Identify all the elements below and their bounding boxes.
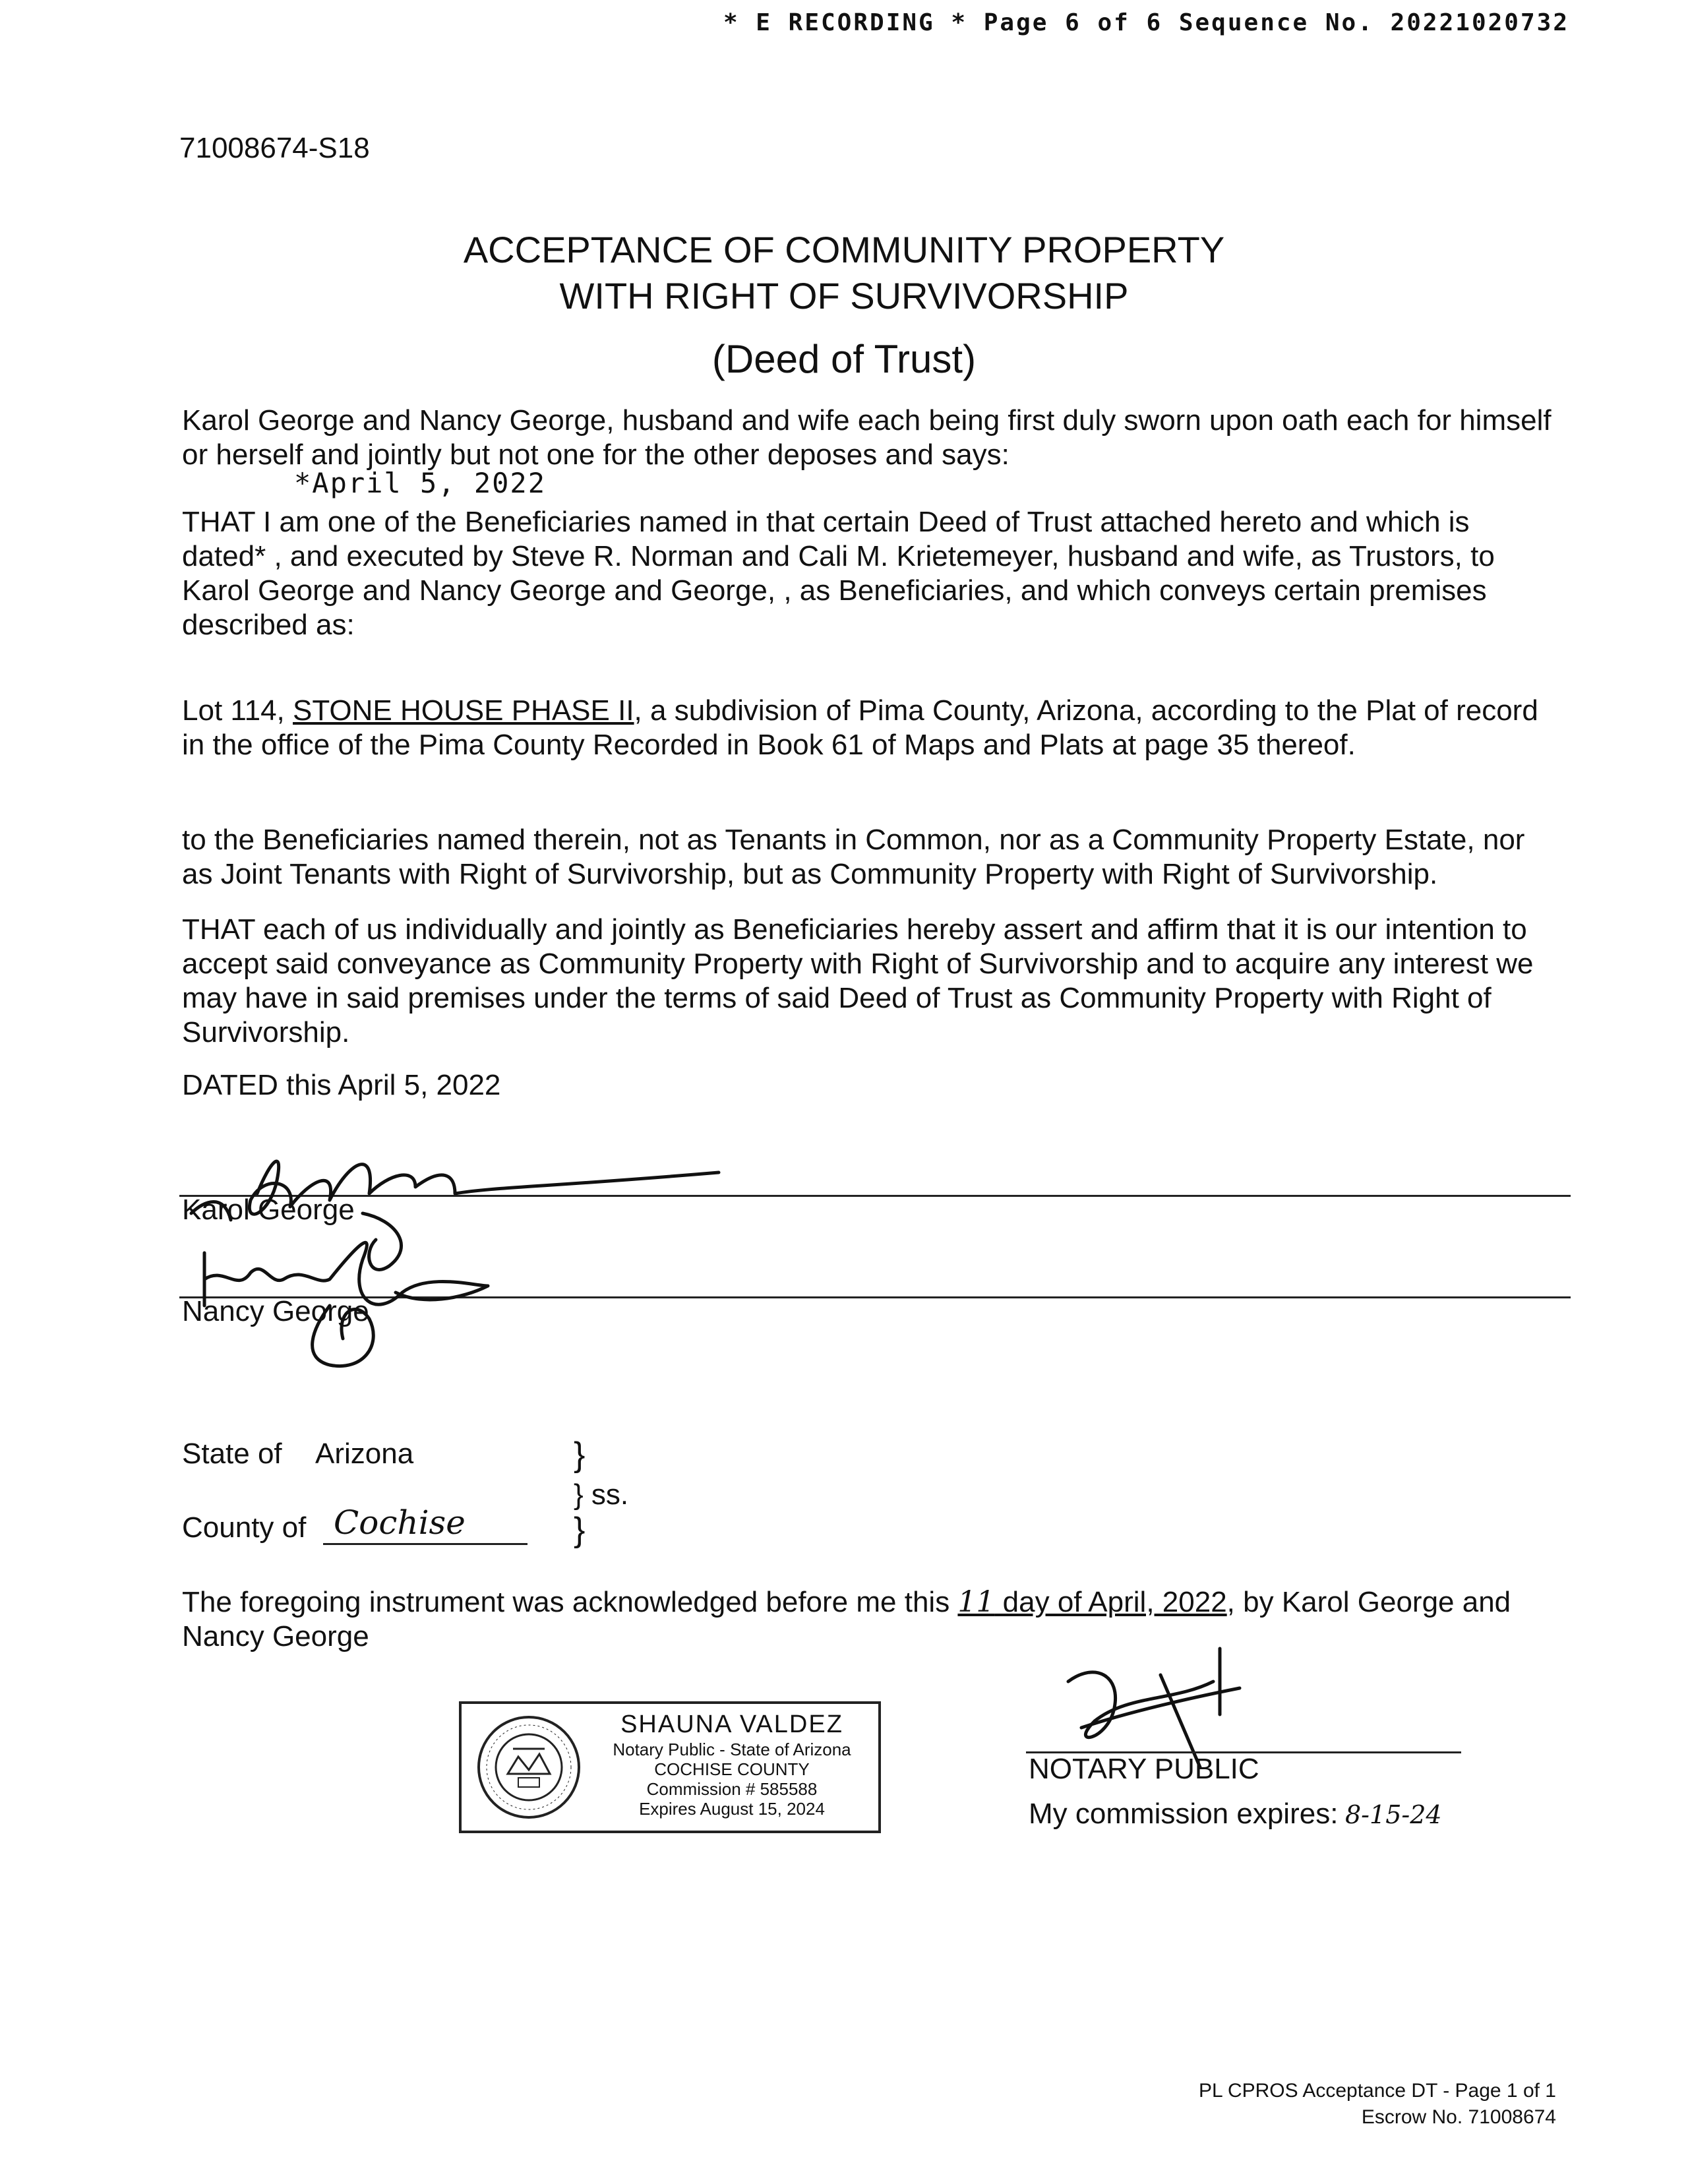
notary-public-label: NOTARY PUBLIC <box>1029 1753 1259 1785</box>
ack-after: , by Karol George and Nancy George <box>182 1586 1511 1653</box>
notary-stamp-line-3: Commission # 585588 <box>646 1779 818 1799</box>
typed-date-insert: *April 5, 2022 <box>294 467 547 499</box>
brace-1: } <box>574 1436 586 1474</box>
legal-suffix: , a subdivision of Pima County, Arizona, according to the Plat of record in the office of the Pima County Recorded in Book 61 of Maps and Plats at page 35 thereof. <box>182 694 1538 761</box>
acknowledgment-text <box>182 1585 1553 1654</box>
file-number: 71008674-S18 <box>179 132 370 164</box>
commission-expires-value: 8-15-24 <box>1345 1800 1442 1829</box>
tenancy-paragraph: to the Beneficiaries named therein, not as Tenants in Common, nor as a Community Property Estate, nor as Joint Tenants with Right of Survivorship, but as Community Property with Right of Survivorship. <box>182 824 1525 890</box>
notary-stamp-line-4: Expires August 15, 2024 <box>639 1799 825 1819</box>
dated-line: DATED this April 5, 2022 <box>182 1069 501 1101</box>
notary-stamp-name: SHAUNA VALDEZ <box>620 1711 843 1738</box>
legal-description <box>182 694 1553 762</box>
state-seal-icon <box>475 1713 583 1821</box>
brace-3: } <box>574 1511 586 1549</box>
commission-expires-label: My commission expires: <box>1029 1798 1339 1830</box>
legal-prefix: Lot 114, <box>182 694 293 727</box>
ss-marker: } ss. <box>574 1478 629 1511</box>
notary-stamp-text <box>587 1709 877 1819</box>
handwritten-signatures <box>178 1121 771 1398</box>
footer-form-line: PL CPROS Acceptance DT - Page 1 of 1 <box>1199 2080 1556 2102</box>
document-title-line-2: WITH RIGHT OF SURVIVORSHIP <box>559 275 1129 317</box>
subdivision-name: STONE HOUSE PHASE II <box>293 694 634 727</box>
document-title-line-1: ACCEPTANCE OF COMMUNITY PROPERTY <box>463 229 1225 270</box>
county-label: County of <box>182 1511 307 1544</box>
county-underline <box>323 1543 528 1545</box>
state-value: Arizona <box>315 1438 414 1470</box>
county-value: Cochise <box>334 1503 466 1542</box>
beneficiaries-paragraph: THAT I am one of the Beneficiaries named in that certain Deed of Trust attached hereto and which is dated* , and executed by Steve R. Norman and Cali M. Krietemeyer, husband and wife, as Trustors, to Karol George and Nancy George and George, , as Beneficiaries, and which conveys certain premises described as: <box>182 506 1495 641</box>
signer-2-label: Nancy George <box>182 1295 369 1327</box>
ack-day: 11 <box>957 1585 995 1619</box>
signer-1-label: Karol George <box>182 1194 355 1226</box>
intent-paragraph: THAT each of us individually and jointly as Beneficiaries hereby assert and affirm that it is our intention to accept said conveyance as Community Property with Right of Survivorship and to acquire any interest we may have in said premises under the terms of said Deed of Trust as Community Property with Right of Survivorship. <box>182 913 1534 1048</box>
state-label: State of <box>182 1438 282 1470</box>
notary-stamp-line-2: COCHISE COUNTY <box>654 1759 810 1779</box>
document-subtitle: (Deed of Trust) <box>711 337 977 381</box>
footer-escrow-line: Escrow No. 71008674 <box>1361 2106 1556 2128</box>
notary-stamp-line-1: Notary Public - State of Arizona <box>613 1740 851 1759</box>
notary-stamp <box>459 1701 881 1833</box>
intro-paragraph: Karol George and Nancy George, husband and wife each being first duly sworn upon oath each for himself or herself and jointly but not one for the other deposes and says: <box>182 404 1552 471</box>
ack-month-year: day of April, 2022 <box>994 1586 1227 1618</box>
ack-before: The foregoing instrument was acknowledged before me this <box>182 1586 958 1618</box>
recording-header: * E RECORDING * Page 6 of 6 Sequence No. 20221020732 <box>723 9 1569 36</box>
